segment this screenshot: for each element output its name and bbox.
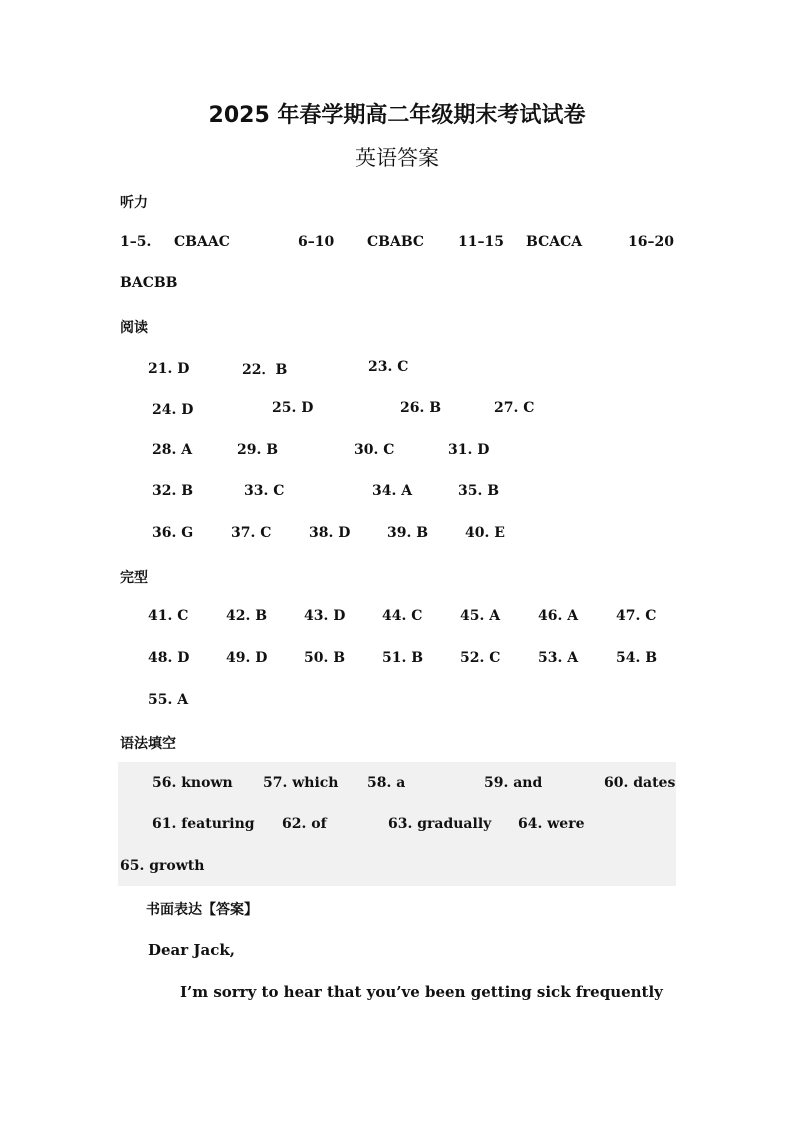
answer-item: 34. A [372, 483, 413, 499]
answer-item: 54. B [616, 650, 658, 666]
answer-item: 11–15 [458, 234, 504, 250]
section-heading-reading: 阅读 [120, 320, 148, 336]
letter-greeting: Dear Jack, [148, 941, 235, 959]
answer-item: 40. E [465, 525, 505, 541]
answer-item: 62. of [282, 816, 327, 832]
answer-item: 29. B [237, 442, 279, 458]
answer-item: 41. C [148, 608, 189, 624]
answer-item: 58. a [367, 775, 406, 791]
answer-item: 22．B [242, 362, 288, 378]
answer-item: 48. D [148, 650, 190, 666]
answer-item: CBABC [367, 234, 425, 250]
answer-item: 51. B [382, 650, 424, 666]
answer-item: 61. featuring [152, 816, 255, 832]
answer-item: 49. D [226, 650, 268, 666]
answer-item: 46. A [538, 608, 579, 624]
section-heading-writing: 书面表达【答案】 [146, 902, 258, 918]
answer-item: 1–5. [120, 234, 152, 250]
answer-item: 23. C [368, 359, 409, 375]
answer-item: 32. B [152, 483, 194, 499]
answer-item: 60. dates [604, 775, 676, 791]
answer-item: 36. G [152, 525, 194, 541]
answer-item: CBAAC [174, 234, 230, 250]
answer-item: 6–10 [298, 234, 335, 250]
answer-item: BCACA [526, 234, 583, 250]
answer-item: 64. were [518, 816, 585, 832]
answer-item: 21. D [148, 361, 190, 377]
answer-item: 31. D [448, 442, 490, 458]
answer-item: 25. D [272, 400, 314, 416]
answer-item: 43. D [304, 608, 346, 624]
answer-item: 30. C [354, 442, 395, 458]
section-heading-cloze: 完型 [120, 570, 148, 586]
answer-item: 57. which [263, 775, 339, 791]
answer-item: 38. D [309, 525, 351, 541]
page-title: 2025 年春学期高二年级期末考试试卷 [208, 103, 586, 128]
answer-item: 47. C [616, 608, 657, 624]
section-heading-listening: 听力 [120, 195, 148, 211]
answer-item: 65. growth [120, 858, 205, 874]
answer-item: 33. C [244, 483, 285, 499]
answer-item: 45. A [460, 608, 501, 624]
answer-item: 28. A [152, 442, 193, 458]
answer-item: 52. C [460, 650, 501, 666]
answer-item: 26. B [400, 400, 442, 416]
answer-item: 53. A [538, 650, 579, 666]
answer-item: 56. known [152, 775, 233, 791]
answer-item: 59. and [484, 775, 543, 791]
answer-item: BACBB [120, 275, 178, 291]
answer-item: 27. C [494, 400, 535, 416]
answer-item: 37. C [231, 525, 272, 541]
section-heading-grammar: 语法填空 [120, 736, 176, 752]
answer-item: 55. A [148, 692, 189, 708]
answer-item: 24. D [152, 402, 194, 418]
answer-item: 50. B [304, 650, 346, 666]
answer-item: 42. B [226, 608, 268, 624]
page-subtitle: 英语答案 [355, 146, 439, 170]
letter-body-line: I’m sorry to hear that you’ve been getting sick frequently [180, 983, 663, 1001]
answer-item: 16–20 [628, 234, 674, 250]
answer-item: 35. B [458, 483, 500, 499]
answer-item: 63. gradually [388, 816, 492, 832]
answer-item: 44. C [382, 608, 423, 624]
answer-item: 39. B [387, 525, 429, 541]
